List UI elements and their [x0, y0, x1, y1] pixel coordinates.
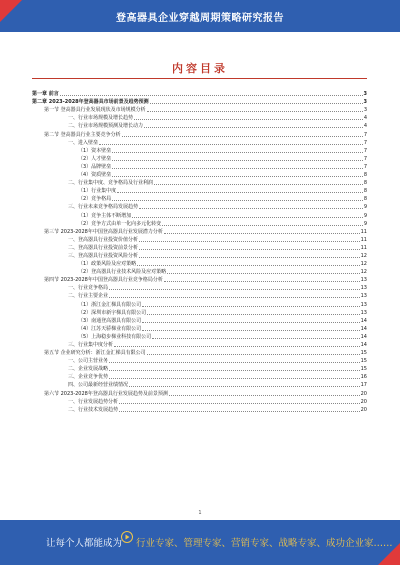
toc-entry[interactable]	[32, 308, 367, 316]
toc-entry-page: 7	[363, 155, 367, 162]
toc-entry-page: 13	[360, 293, 367, 300]
toc-entry-title: （4）资质壁垒	[78, 172, 112, 179]
toc-leader-dots	[109, 362, 360, 363]
toc-entry-page: 8	[363, 180, 367, 187]
toc-entry[interactable]	[32, 251, 367, 259]
toc-entry-page: 4	[363, 115, 367, 122]
toc-leader-dots	[147, 111, 363, 112]
toc-entry-title: （2）竞争格局	[78, 196, 112, 203]
toc-leader-dots	[112, 152, 363, 153]
toc-leader-dots	[112, 200, 363, 201]
toc-leader-dots	[142, 322, 359, 323]
toc-entry-page: 7	[363, 163, 367, 170]
toc-entry-page: 9	[363, 212, 367, 219]
toc-entry-title: 一、登高器具行业投资价值分析	[68, 236, 139, 243]
toc-entry[interactable]	[32, 202, 367, 210]
toc-leader-dots	[154, 184, 363, 185]
toc-entry[interactable]	[32, 372, 367, 380]
toc-entry-title: 第五节 企业研究分析：浙江金汇梯具有限公司	[44, 350, 146, 357]
toc-entry-title: 二、行业市场规模预测及增长动力	[68, 123, 144, 130]
report-title: 登高器具企业穿越周期策略研究报告	[116, 13, 284, 24]
toc-entry-page: 14	[360, 342, 367, 348]
toc-entry-title: （1）资本壁垒	[78, 147, 112, 154]
toc-entry[interactable]	[32, 170, 367, 178]
toc-entry[interactable]	[32, 243, 367, 251]
toc-entry[interactable]	[32, 364, 367, 372]
toc-entry-page: 13	[360, 309, 367, 316]
toc-leader-dots	[112, 160, 363, 161]
footer-roles: 行业专家、管理专家、营销专家、战略专家、成功企业家……	[136, 538, 393, 549]
toc-entry-page: 11	[360, 244, 367, 251]
toc-leader-dots	[60, 95, 363, 96]
toc-entry-page: 7	[363, 131, 367, 138]
toc-entry-page: 13	[360, 285, 367, 292]
toc-entry-title: 三、行业集中度分析	[68, 342, 114, 348]
toc-entry-title: （2）竞争方式由单一化向多元化转变	[78, 220, 162, 227]
toc-leader-dots	[122, 136, 363, 137]
toc-leader-dots	[114, 346, 360, 347]
toc-entry-title: （1）政策风险及应对策略	[78, 261, 137, 268]
toc-entry-title: 二、行业集中度、竞争格局及行业利润	[68, 180, 154, 187]
toc-entry-title: 一、行业发展趋势分析	[68, 398, 119, 405]
toc-entry-title: 第一节 登高器具行业发展现状及市场规模分析	[44, 107, 146, 114]
toc-leader-dots	[129, 386, 360, 387]
toc-entry-title: 第四节 2023-2028年中国登高器具行业竞争格局分析	[44, 277, 163, 284]
toc-entry-page: 3	[363, 107, 367, 114]
toc-leader-dots	[139, 208, 363, 209]
toc-entry-page: 8	[363, 172, 367, 179]
toc-entry[interactable]	[32, 340, 367, 348]
toc-leader-dots	[117, 192, 363, 193]
toc-entry-page: 13	[360, 301, 367, 308]
toc-entry[interactable]	[32, 380, 367, 388]
toc-leader-dots	[99, 144, 363, 145]
toc-leader-dots	[164, 281, 360, 282]
toc-entry[interactable]	[32, 388, 367, 396]
toc-leader-dots	[134, 119, 363, 120]
toc-leader-dots	[147, 354, 360, 355]
toc-entry-page: 14	[360, 317, 367, 324]
toc-entry[interactable]	[32, 267, 367, 275]
toc-entry-title: （1）浙江金汇梯具有限公司	[78, 301, 142, 308]
toc-entry-title: （2）人才壁垒	[78, 155, 112, 162]
toc-entry[interactable]	[32, 178, 367, 186]
page-footer	[0, 520, 400, 565]
toc-leader-dots	[109, 370, 360, 371]
toc-entry[interactable]	[32, 89, 367, 97]
toc-entry[interactable]	[32, 194, 367, 202]
toc-entry-title: 三、行业未来竞争格局发展趋势	[68, 204, 139, 211]
play-arrow-icon	[121, 531, 133, 543]
toc-leader-dots	[112, 168, 363, 169]
toc-leader-dots	[119, 411, 360, 412]
toc-entry[interactable]	[32, 105, 367, 113]
toc-leader-dots	[139, 241, 360, 242]
toc-entry-page: 14	[360, 333, 367, 340]
toc-leader-dots	[144, 127, 363, 128]
toc-entry-page: 16	[360, 374, 367, 381]
toc-entry[interactable]	[32, 316, 367, 324]
toc-entry-title: 二、行业技术发展趋势	[68, 406, 119, 413]
toc-entry-page: 20	[360, 390, 367, 397]
toc-entry-title: 第三节 2023-2028年中国登高器具行业发展潜力分析	[44, 228, 163, 235]
toc-leader-dots	[109, 378, 360, 379]
toc-entry-page: 11	[360, 236, 367, 243]
toc-entry[interactable]	[32, 121, 367, 129]
toc-entry-title: 第六节 2023-2028年登高器具行业发展趋势及前景预测	[44, 390, 168, 397]
toc-leader-dots	[137, 265, 359, 266]
toc-leader-dots	[119, 403, 360, 404]
toc-entry[interactable]	[32, 186, 367, 194]
toc-leader-dots	[142, 306, 359, 307]
toc-entry[interactable]	[32, 219, 367, 227]
toc-entry-page: 7	[363, 147, 367, 154]
toc-entry-page: 9	[363, 204, 367, 211]
toc-entry-title: （1）竞争主体不断增加	[78, 212, 132, 219]
toc-leader-dots	[167, 273, 359, 274]
toc-leader-dots	[162, 225, 363, 226]
toc-entry-page: 3	[363, 99, 367, 106]
toc-entry-title: 一、进入壁垒	[68, 139, 99, 146]
toc-leader-dots	[109, 289, 360, 290]
toc-entry-page: 7	[363, 139, 367, 146]
toc-leader-dots	[142, 330, 359, 331]
toc-entry[interactable]	[32, 397, 367, 405]
toc-entry-page: 20	[360, 398, 367, 405]
toc-entry[interactable]	[32, 332, 367, 340]
toc-entry[interactable]	[32, 283, 367, 291]
toc-leader-dots	[169, 395, 360, 396]
footer-red-corner	[378, 543, 400, 565]
toc-entry-page: 17	[360, 382, 367, 389]
toc-entry-title: 一、公司主营业务	[68, 358, 109, 365]
toc-entry-title: 三、登高器具行业投资风险分析	[68, 252, 139, 259]
toc-entry[interactable]	[32, 138, 367, 146]
toc-entry[interactable]	[32, 299, 367, 307]
toc-heading: 内容目录	[172, 62, 228, 75]
toc-entry[interactable]	[32, 405, 367, 413]
toc-leader-dots	[152, 338, 359, 339]
toc-entry-title: （2）深圳市新宇梯具有限公司	[78, 309, 147, 316]
toc-entry-page: 12	[360, 269, 367, 276]
table-of-contents	[32, 89, 367, 413]
toc-entry[interactable]	[32, 291, 367, 299]
toc-entry-page: 8	[363, 188, 367, 195]
page-header	[0, 0, 400, 32]
toc-leader-dots	[139, 249, 360, 250]
toc-entry-page: 8	[363, 196, 367, 203]
toc-entry[interactable]	[32, 113, 367, 121]
toc-entry-page: 4	[363, 123, 367, 130]
toc-entry-title: 第二节 登高器具行业主要竞争分析	[44, 131, 121, 138]
toc-entry-title: （5）上海稳步梯业科技有限公司	[78, 333, 152, 340]
toc-entry[interactable]	[32, 275, 367, 283]
toc-entry[interactable]	[32, 146, 367, 154]
toc-leader-dots	[139, 257, 360, 258]
toc-leader-dots	[147, 314, 359, 315]
toc-entry-title: 第二章 2023-2028年登高器具市场前景及趋势预测	[32, 99, 149, 106]
toc-entry[interactable]	[32, 162, 367, 170]
toc-entry-page: 20	[360, 406, 367, 413]
toc-entry-title: （4）江苏天骄梯业有限公司	[78, 325, 142, 332]
toc-entry-title: 二、企业发展战略	[68, 366, 109, 373]
toc-entry-title: 一、行业竞争格局	[68, 285, 109, 292]
footer-slogan: 让每个人都能成为	[46, 538, 123, 549]
toc-entry-page: 11	[360, 228, 367, 235]
toc-entry-title: （3）品牌壁垒	[78, 163, 112, 170]
toc-entry-title: 三、企业竞争优势	[68, 374, 109, 381]
toc-entry-title: 二、行业主要企业	[68, 293, 109, 300]
toc-entry-page: 15	[360, 366, 367, 373]
toc-entry-page: 14	[360, 325, 367, 332]
toc-entry[interactable]	[32, 235, 367, 243]
toc-leader-dots	[112, 176, 363, 177]
toc-entry[interactable]	[32, 348, 367, 356]
toc-entry-title: （1）行业集中度	[78, 188, 117, 195]
toc-leader-dots	[164, 233, 360, 234]
toc-entry-title: 二、登高器具行业投资前景分析	[68, 244, 139, 251]
toc-entry[interactable]	[32, 324, 367, 332]
toc-entry-title: 四、公司最新经营业绩情况	[68, 382, 129, 389]
toc-entry-page: 3	[363, 91, 367, 98]
toc-entry-page: 15	[360, 358, 367, 365]
toc-leader-dots	[132, 217, 363, 218]
page-number: 1	[198, 510, 202, 516]
toc-entry-page: 12	[360, 252, 367, 259]
toc-entry[interactable]	[32, 227, 367, 235]
toc-entry-title: （2）登高器具行业技术风险及应对策略	[78, 269, 167, 276]
toc-entry-title: （3）南通登高器具有限公司	[78, 317, 142, 324]
toc-leader-dots	[109, 297, 360, 298]
toc-entry[interactable]	[32, 97, 367, 105]
toc-divider	[32, 78, 367, 79]
toc-entry-title: 一、行业市场规模及增长趋势	[68, 115, 134, 122]
toc-entry-page: 9	[363, 220, 367, 227]
toc-entry-page: 13	[360, 277, 367, 284]
toc-entry[interactable]	[32, 129, 367, 137]
toc-entry[interactable]	[32, 356, 367, 364]
toc-entry[interactable]	[32, 210, 367, 218]
toc-entry[interactable]	[32, 154, 367, 162]
toc-leader-dots	[150, 103, 363, 104]
toc-entry-page: 15	[360, 350, 367, 357]
toc-entry[interactable]	[32, 259, 367, 267]
toc-entry-page: 12	[360, 261, 367, 268]
toc-entry-title: 第一章 前言	[32, 91, 59, 98]
